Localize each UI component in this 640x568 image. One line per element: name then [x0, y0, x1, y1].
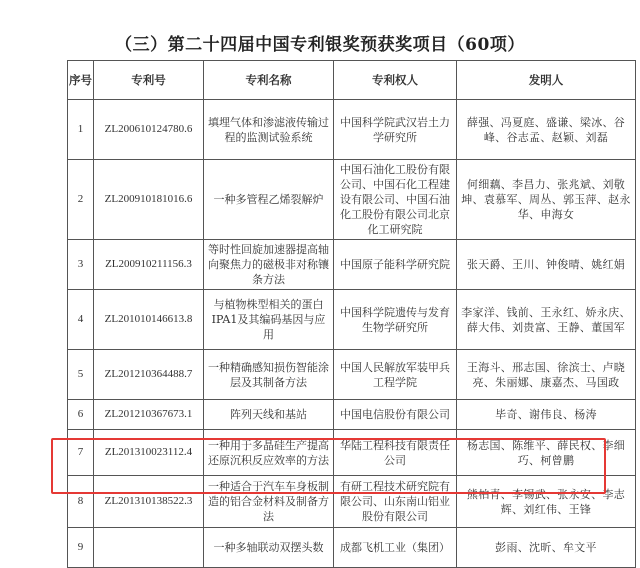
inventors: 何细藕、李昌力、张兆斌、刘敬坤、袁慕军、周丛、郭玉萍、赵永华、申海女 [457, 160, 636, 240]
patent-name: 一种用于多晶硅生产提高还原沉积反应效率的方法 [204, 430, 334, 476]
inventors: 毕奇、谢伟良、杨涛 [457, 400, 636, 430]
table-header-row [68, 61, 636, 100]
table-row [68, 400, 636, 430]
patent-name: 填埋气体和渗滤液传输过程的监测试验系统 [204, 100, 334, 160]
patentee: 中国科学院武汉岩土力学研究所 [334, 100, 457, 160]
patent-number: ZL200910181016.6 [94, 160, 204, 240]
header-patent-name: 专利名称 [204, 61, 334, 100]
inventors: 王海斗、邢志国、徐滨士、卢晓亮、朱丽娜、康嘉杰、马国政 [457, 350, 636, 400]
patentee: 中国人民解放军装甲兵工程学院 [334, 350, 457, 400]
patentee: 有研工程技术研究院有限公司、山东南山铝业股份有限公司 [334, 476, 457, 528]
header-inventors: 发明人 [457, 61, 636, 100]
row-no: 9 [68, 528, 94, 568]
patent-award-table [67, 60, 636, 568]
patent-number: ZL200910211156.3 [94, 240, 204, 290]
patentee: 中国原子能科学研究院 [334, 240, 457, 290]
patent-number [94, 528, 204, 568]
header-no: 序号 [68, 61, 94, 100]
inventors: 彭雨、沈昕、牟文平 [457, 528, 636, 568]
patentee: 中国科学院遗传与发育生物学研究所 [334, 290, 457, 350]
patent-name: 阵列天线和基站 [204, 400, 334, 430]
header-patent-no: 专利号 [94, 61, 204, 100]
patentee: 中国电信股份有限公司 [334, 400, 457, 430]
inventors: 李家洋、钱前、王永红、娇永庆、薛大伟、刘贵富、王静、董国军 [457, 290, 636, 350]
row-no: 8 [68, 476, 94, 528]
patentee: 华陆工程科技有限责任公司 [334, 430, 457, 476]
row-no: 7 [68, 430, 94, 476]
patent-name: 等时性回旋加速器提高轴向聚焦力的磁极非对称镶条方法 [204, 240, 334, 290]
page-title: （三）第二十四届中国专利银奖预获奖项目（60项） [115, 35, 525, 55]
patent-name: 一种适合于汽车车身板制造的铝合金材料及制备方法 [204, 476, 334, 528]
header-patentee: 专利权人 [334, 61, 457, 100]
inventors: 熊柏青、李锡武、张永安、李志辉、刘红伟、王锋 [457, 476, 636, 528]
row-no: 1 [68, 100, 94, 160]
patent-number: ZL201310138522.3 [94, 476, 204, 528]
table-row [68, 160, 636, 240]
patent-name: 与植物株型相关的蛋白IPA1及其编码基因与应用 [204, 290, 334, 350]
table-row [68, 240, 636, 290]
patent-number: ZL201210367673.1 [94, 400, 204, 430]
patent-name: 一种多轴联动双摆头数 [204, 528, 334, 568]
row-no: 3 [68, 240, 94, 290]
table-row [68, 290, 636, 350]
row-no: 2 [68, 160, 94, 240]
table-row [68, 476, 636, 528]
patent-number: ZL200610124780.6 [94, 100, 204, 160]
row-no: 6 [68, 400, 94, 430]
inventors: 杨志国、陈维平、薛民权、李细巧、柯曾鹏 [457, 430, 636, 476]
table-row [68, 350, 636, 400]
row-no: 4 [68, 290, 94, 350]
table-row [68, 528, 636, 568]
inventors: 薛强、冯夏庭、盛谦、梁冰、谷峰、谷志孟、赵颖、刘磊 [457, 100, 636, 160]
patent-name: 一种多管程乙烯裂解炉 [204, 160, 334, 240]
table-row [68, 430, 636, 476]
table-row [68, 100, 636, 160]
patent-number: ZL201310023112.4 [94, 430, 204, 476]
inventors: 张天爵、王川、钟俊晴、姚红娟 [457, 240, 636, 290]
patent-number: ZL201010146613.8 [94, 290, 204, 350]
patent-number: ZL201210364488.7 [94, 350, 204, 400]
patentee: 成都飞机工业（集团） [334, 528, 457, 568]
patentee: 中国石油化工股份有限公司、中国石化工程建设有限公司、中国石油化工股份有限公司北京化工研究院 [334, 160, 457, 240]
row-no: 5 [68, 350, 94, 400]
patent-name: 一种精确感知损伤智能涂层及其制备方法 [204, 350, 334, 400]
